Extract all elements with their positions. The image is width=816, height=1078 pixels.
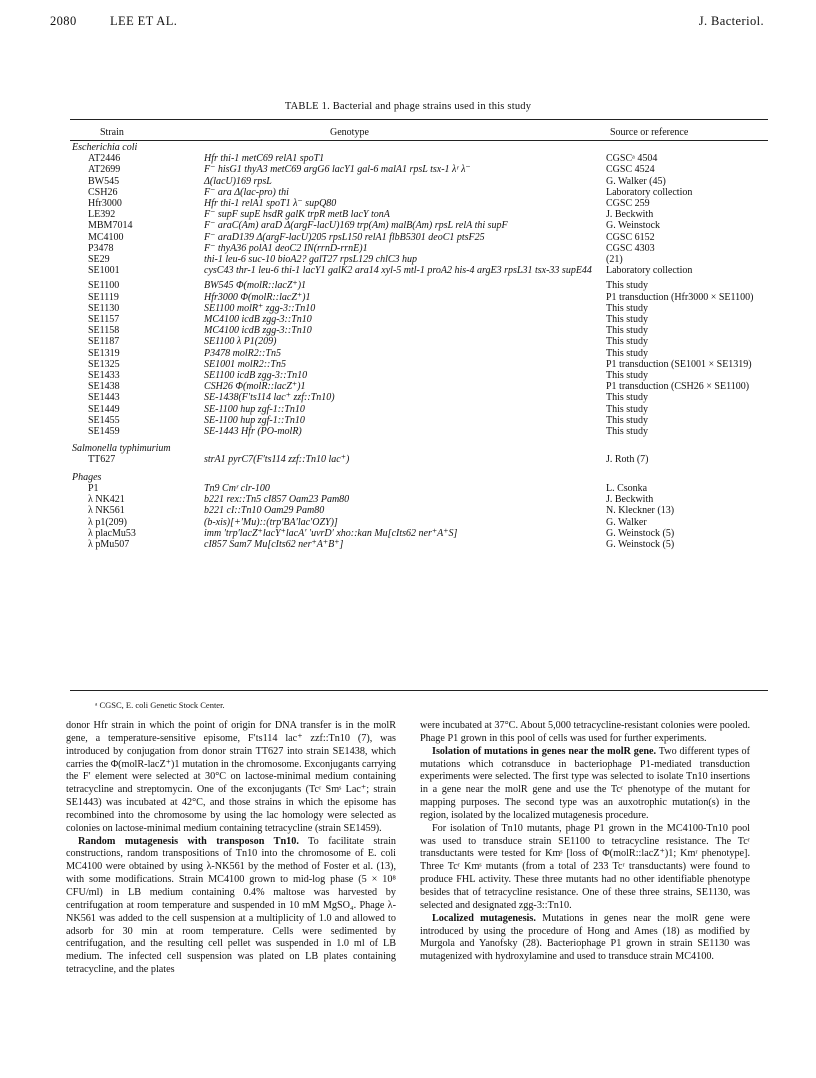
genotype-cell: SE1100 λ P1(209) (204, 336, 277, 348)
strain-cell: Hfr3000 (88, 198, 122, 210)
column-header-genotype: Genotype (330, 127, 369, 138)
source-cell: G. Weinstock (5) (606, 538, 675, 550)
genotype-cell: strA1 pyrC7(F′ts114 zzf::Tn10 lac⁺) (204, 454, 350, 466)
genotype-cell: Δ(lacU)169 rpsL (204, 175, 272, 187)
table-row (72, 220, 772, 231)
genotype-cell: SE-1100 hup zgf-1::Tn10 (204, 414, 305, 426)
source-cell: (21) (606, 254, 623, 266)
genotype-cell: b221 rex::Tn5 cI857 Oam23 Pam80 (204, 494, 350, 506)
strain-cell: MC4100 (88, 231, 124, 243)
genotype-cell: SE1001 molR2::Tn5 (204, 358, 286, 370)
strain-cell: SE1119 (88, 291, 119, 303)
table-row (72, 483, 772, 494)
body-paragraph (420, 823, 750, 913)
strain-cell: P3478 (88, 242, 114, 254)
strain-cell: λ pMu507 (88, 538, 130, 550)
table-header-rule (70, 140, 768, 141)
genotype-cell: CSH26 Φ(molR::lacZ⁺)1 (204, 381, 306, 393)
table-row (72, 505, 772, 516)
body-paragraph (420, 720, 750, 746)
table-row (72, 243, 772, 254)
table-row (72, 254, 772, 265)
source-cell: P1 transduction (CSH26 × SE1100) (606, 381, 750, 393)
genotype-cell: thi-1 leu-6 suc-10 bioA2? galT27 rpsL129 chlC3 hup (204, 254, 418, 266)
strain-cell: λ placMu53 (88, 527, 136, 539)
table-row (72, 517, 772, 528)
genotype-cell: F⁻ ara Δ(lac-pro) thi (204, 186, 289, 198)
body-left-column (66, 720, 396, 977)
genotype-cell: F⁻ hisG1 thyA3 metC69 argG6 lacY1 gal-6 malA1 rpsL tsx-1 λʳ λ⁻ (204, 164, 471, 176)
body-paragraph (66, 720, 396, 836)
table-row (72, 280, 772, 291)
strain-cell: TT627 (88, 454, 116, 466)
table-top-rule (70, 119, 768, 120)
genotype-cell: F⁻ araC(Am) araD Δ(argF-lacU)169 trp(Am) malB(Am) rpsL relA thi supF (204, 220, 508, 232)
table-group-heading: Phages (72, 471, 102, 483)
strain-cell: SE1325 (88, 358, 120, 370)
strain-cell: SE1459 (88, 426, 120, 438)
source-cell: J. Beckwith (606, 209, 654, 221)
strain-cell: AT2699 (88, 164, 121, 176)
table-row (72, 325, 772, 336)
source-cell: CGSCᵃ 4504 (606, 153, 658, 165)
genotype-cell: SE-1443 Hfr (PO-molR) (204, 426, 302, 438)
genotype-cell: BW545 Φ(molR::lacZ⁺)1 (204, 280, 307, 292)
table-row (72, 164, 772, 175)
strain-cell: SE1455 (88, 414, 120, 426)
running-head-authors: LEE ET AL. (110, 14, 178, 28)
genotype-cell: Hfr thi-1 metC69 relA1 spoT1 (204, 153, 325, 165)
source-cell: G. Weinstock (606, 220, 661, 232)
genotype-cell: cysC43 thr-1 leu-6 thi-1 lacY1 galK2 ara14 xyl-5 mtl-1 proA2 his-4 argE3 rpsL31 tsx-33 supE44 (204, 265, 592, 277)
source-cell: N. Kleckner (13) (606, 505, 675, 517)
table-row (72, 359, 772, 370)
source-cell: This study (606, 426, 648, 438)
source-cell: This study (606, 370, 648, 382)
genotype-cell: (b-xis)[+′Mu)::(trp′BA′lac′OZY)] (204, 516, 338, 528)
strain-cell: SE29 (88, 254, 110, 266)
column-header-source: Source or reference (610, 127, 689, 138)
source-cell: J. Beckwith (606, 494, 654, 506)
genotype-cell: SE1100 molR⁺ zgg-3::Tn10 (204, 302, 316, 314)
table-row (72, 292, 772, 303)
source-cell: This study (606, 280, 648, 292)
source-cell: This study (606, 347, 648, 359)
source-cell: G. Walker (606, 516, 647, 528)
table-group-heading: Escherichia coli (72, 142, 138, 153)
genotype-cell: SE-1100 hup zgf-1::Tn10 (204, 403, 305, 415)
table-row (72, 187, 772, 198)
source-cell: CGSC 4524 (606, 164, 655, 176)
table-row (72, 454, 772, 465)
section-heading: Isolation of mutations in genes near the molR gene. (432, 745, 657, 757)
strain-cell: SE1187 (88, 336, 120, 348)
table-row (72, 336, 772, 347)
genotype-cell: P3478 molR2::Tn5 (204, 347, 281, 359)
source-cell: P1 transduction (Hfr3000 × SE1100) (606, 291, 754, 303)
genotype-cell: MC4100 icdB zgg-3::Tn10 (204, 325, 312, 337)
source-cell: This study (606, 414, 648, 426)
source-cell: CGSC 259 (606, 198, 650, 210)
body-paragraph (420, 913, 750, 964)
paragraph-text: To facilitate strain constructions, random transpositions of Tn10 into the chromosome of E. coli MC4100 were obtained by using λ-NK561 by the method of Foster et al. (13), with some modifications. Strain MC4100 grown to mid-log phase (5 × 10⁸ CFU/ml) in LB medium containing 0.4% maltose was harvested by centrifugation at room temperature and suspended in 10 mM MgSO₄. Phage λ-NK561 was added to the cell suspension at a multiplicity of 1.0 and allowed to adsorb for 30 min at room temperature. Cells were sedimented by centrifugation, and the resulting cell pellet was suspended in 1.0 ml of LB medium. The infected cell suspension was plated on LB plates containing tetracycline, and the plates (66, 835, 396, 976)
strain-cell: λ NK421 (88, 494, 125, 506)
strain-cell: λ p1(209) (88, 516, 128, 528)
table-row (72, 153, 772, 164)
paragraph-text: donor Hfr strain in which the point of origin for DNA transfer is in the molR gene, a temperature-sensitive episome, F′ts114 lac⁺ zzf::Tn10 (7), was introduced by conjugation from donor strain TT627 into strain SE1438, which carries the Φ(molR-lacZ⁺)1 mutation in the chromosome. Exconjugants carrying the F′ element were selected at 30°C on lactose-minimal medium containing tetracycline and streptomycin. One of the exconjugants (Tcʳ Smˢ Lac⁺; strain SE1443) was incubated at 42°C, and those strains in which the episome has recombined into the chromosome by using the lac homology were selected as colonies on lactose-minimal medium containing tetracycline (strain SE1459). (66, 720, 396, 834)
genotype-cell: F⁻ supF supE hsdR galK trpR metB lacY tonA (204, 209, 390, 221)
table-row (72, 232, 772, 243)
strain-cell: SE1438 (88, 381, 120, 393)
genotype-cell: SE-1438(F′ts114 lac⁺ zzf::Tn10) (204, 392, 335, 404)
source-cell: P1 transduction (SE1001 × SE1319) (606, 358, 752, 370)
genotype-cell: SE1100 icdB zgg-3::Tn10 (204, 370, 308, 382)
paragraph-text: Two different types of mutations which cotransduce in bacteriophage P1-mediated transduction experiments were selected. The first type was selected to isolate Tn10 insertions in a gene near the molR gene and use the Tcʳ phenotype of the mutant for mapping purposes. The second type was an auxotrophic mutation(s) in the region, isolated by the localized mutagenesis procedure. (420, 745, 750, 821)
table-caption: TABLE 1. Bacterial and phage strains used in this study (284, 101, 532, 112)
genotype-cell: MC4100 icdB zgg-3::Tn10 (204, 314, 312, 326)
table-row (72, 404, 772, 415)
table-group-heading: Salmonella typhimurium (72, 443, 171, 455)
genotype-cell: F⁻ araD139 Δ(argF-lacU)205 rpsL150 relA1 flbB5301 deoC1 ptsF25 (204, 231, 485, 243)
table-bottom-rule (70, 690, 768, 691)
source-cell: CGSC 6152 (606, 231, 655, 243)
genotype-cell: Hfr3000 Φ(molR::lacZ⁺)1 (204, 291, 311, 303)
source-cell: G. Weinstock (5) (606, 527, 675, 539)
table-row (72, 381, 772, 392)
table-row (72, 265, 772, 276)
strain-cell: LE392 (88, 209, 116, 221)
strain-cell: SE1449 (88, 403, 120, 415)
genotype-cell: F⁻ thyA36 polA1 deoC2 IN(rrnD-rrnE)1 (204, 242, 368, 254)
source-cell: Laboratory collection (606, 265, 693, 277)
journal-name: J. Bacteriol. (698, 14, 764, 28)
paragraph-text: For isolation of Tn10 mutants, phage P1 grown in the MC4100-Tn10 pool was used to transduce strain SE1100 to tetracycline resistance. The Tcʳ transductants were tested for Kmˢ [loss of Φ(molR::lacZ⁺)1; Kmʳ phenotype]. Three Tcʳ Kmˢ mutants (from a total of 233 Tcʳ transductants) were found to produce FHL activity. These three mutants had no other identifiable phenotype besides that of tetracycline resistance. One of these three strains, SE1130, was selected and designated zgg-3::Tn10. (420, 822, 750, 911)
source-cell: CGSC 4303 (606, 242, 655, 254)
genotype-cell: Tn9 Cmʳ clr-100 (204, 482, 270, 494)
genotype-cell: cI857 Sam7 Mu[cIts62 ner⁺A⁺B⁺] (204, 538, 344, 550)
table-row (72, 303, 772, 314)
source-cell: This study (606, 336, 648, 348)
table-row (72, 348, 772, 359)
source-cell: This study (606, 325, 648, 337)
source-cell: This study (606, 314, 648, 326)
section-heading: Random mutagenesis with transposon Tn10. (78, 835, 299, 847)
source-cell: This study (606, 302, 648, 314)
source-cell: L. Csonka (606, 482, 648, 494)
paragraph-text: were incubated at 37°C. About 5,000 tetracycline-resistant colonies were pooled. Phage P1 grown in this pool of cells was used for further experiments. (420, 720, 750, 744)
strain-cell: SE1319 (88, 347, 120, 359)
table-row (72, 370, 772, 381)
source-cell: J. Roth (7) (606, 454, 649, 466)
strain-cell: λ NK561 (88, 505, 125, 517)
genotype-cell: Hfr thi-1 relA1 spoT1 λ⁻ supQ80 (204, 198, 337, 210)
strain-cell: SE1158 (88, 325, 120, 337)
column-header-strain: Strain (100, 127, 124, 138)
table-footnote: ᵃ CGSC, E. coli Genetic Stock Center. (95, 700, 225, 710)
strain-table (72, 142, 772, 550)
source-cell: This study (606, 392, 648, 404)
source-cell: Laboratory collection (606, 186, 693, 198)
body-paragraph (420, 746, 750, 823)
strain-cell: P1 (88, 482, 99, 494)
strain-cell: SE1157 (88, 314, 120, 326)
strain-cell: SE1001 (88, 265, 120, 277)
table-row (72, 392, 772, 403)
table-row (72, 528, 772, 539)
strain-cell: SE1100 (88, 280, 120, 292)
body-right-column (420, 720, 750, 964)
table-row (72, 176, 772, 187)
genotype-cell: imm ′trp′lacZ⁺lacY⁺lacA′ ′uvrD′ xho::kan Mu[cIts62 ner⁺A⁺S] (204, 527, 458, 539)
table-row (72, 198, 772, 209)
source-cell: G. Walker (45) (606, 175, 666, 187)
table-row (72, 415, 772, 426)
strain-cell: SE1443 (88, 392, 120, 404)
table-row (72, 209, 772, 220)
strain-cell: SE1130 (88, 302, 120, 314)
table-row (72, 314, 772, 325)
source-cell: This study (606, 403, 648, 415)
table-row (72, 494, 772, 505)
page-number: 2080 (50, 14, 77, 28)
table-row (72, 539, 772, 550)
section-heading: Localized mutagenesis. (432, 912, 536, 924)
strain-cell: AT2446 (88, 153, 121, 165)
strain-cell: MBM7014 (88, 220, 133, 232)
genotype-cell: b221 cI::Tn10 Oam29 Pam80 (204, 505, 325, 517)
strain-cell: CSH26 (88, 186, 118, 198)
strain-cell: SE1433 (88, 370, 120, 382)
table-row (72, 426, 772, 437)
strain-cell: BW545 (88, 175, 120, 187)
body-paragraph (66, 836, 396, 977)
paragraph-text: Mutations in genes near the molR gene were introduced by using the procedure of Hong and Ames (18) as modified by Murgola and Yanofsky (28). Bacteriophage P1 grown in strain SE1130 was mutagenized with hydroxylamine and used to transduce strain MC4100. (420, 912, 750, 963)
